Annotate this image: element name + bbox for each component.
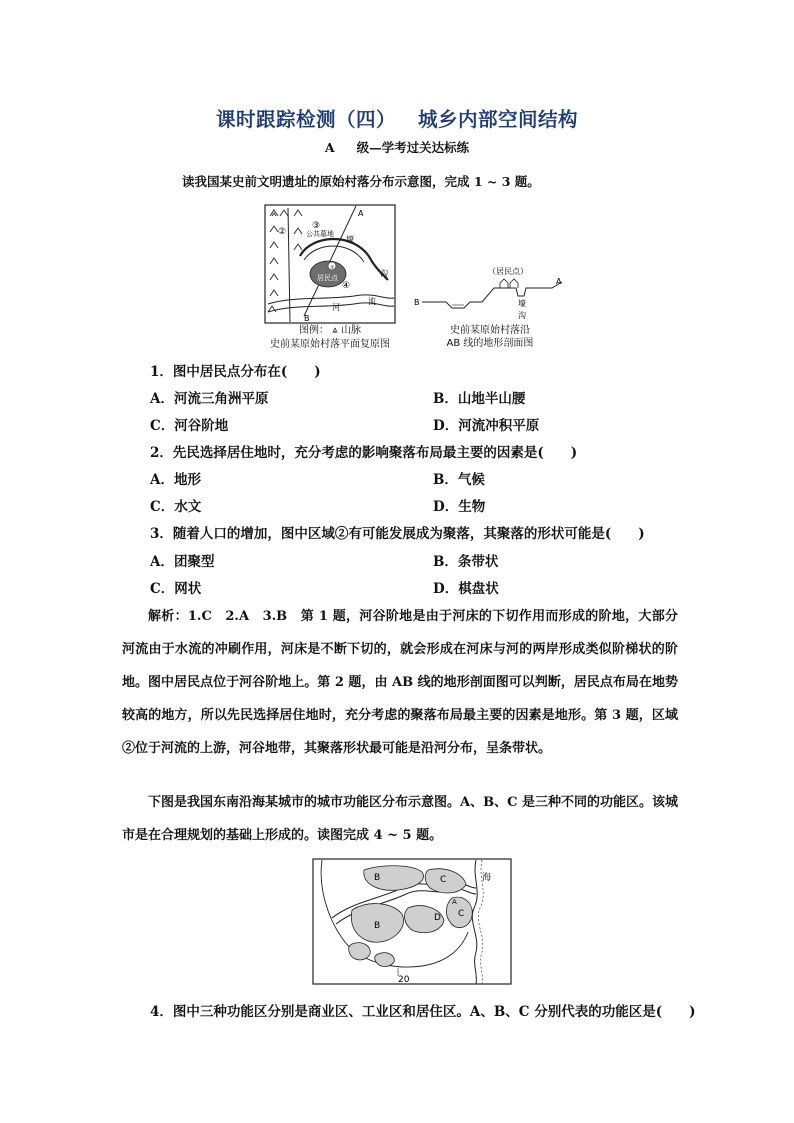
map2-caption-2: AB 线的地形剖面图 (446, 338, 534, 349)
q2-option-d: D．生物 (433, 499, 486, 515)
question-1-stem: 1．图中居民点分布在( ) (150, 364, 321, 380)
q2-option-a: A．地形 (150, 472, 201, 488)
map2-label-moat1: 壕 (518, 299, 526, 308)
city-function-map (312, 858, 514, 986)
map3-label-a1: A (452, 898, 457, 906)
map1-label-river: 河 (332, 303, 340, 312)
q3-option-c: C．网状 (150, 581, 202, 597)
map1-label-n3: ③ (312, 221, 321, 231)
q3-option-d: D．棋盘状 (433, 581, 499, 597)
map3-label-b1: B (374, 873, 381, 883)
level-text: 级—学考过关达标练 (356, 140, 470, 155)
map2-label-moat2: 沟 (518, 311, 526, 320)
analysis-paragraph: 解析：1.C 2.A 3.B 第 1 题，河谷阶地是由于河床的下切作用而形成的阶地，大部分河流由于水流的冲刷作用，河床是不断下切的，就会形成在河床与河的两岸形成类似阶梯状的阶地。图中居民点位于河谷阶地上。第 2 题，由 AB 线的地形剖面图可以判断，居民点布局在地势较高的地方，所以先民选择居住地时，充分考虑的聚落布局最主要的因素是地形。第 3 题，区域②位于河流的上游，河谷地带，其聚落形状最可能是沿河分布，呈条带状。 (122, 609, 678, 756)
q1-option-c: C．河谷阶地 (150, 418, 229, 434)
map1-label-n4: ④ (342, 281, 351, 291)
map2-caption-1: 史前某原始村落沿 (450, 325, 530, 336)
title-right: 城乡内部空间结构 (418, 108, 579, 131)
question-2-stem: 2．先民选择居住地时，充分考虑的影响聚落布局最主要的因素是( ) (150, 445, 578, 461)
q2-option-b: B．气候 (433, 472, 485, 488)
q1-option-b: B．山地半山腰 (433, 391, 526, 407)
q1-option-a: A．河流三角洲平原 (150, 391, 269, 407)
map3-label-contour: 20 (398, 975, 410, 985)
level-letter: A (324, 140, 335, 155)
map3-label-b2: B (374, 921, 381, 931)
map1-label-cemetery: 公共墓地 (306, 230, 334, 238)
map1-label-n1: ① (330, 265, 335, 271)
zone-small-2 (375, 953, 395, 967)
map1-caption: 史前某原始村落平面复原图 (270, 339, 390, 350)
map3-label-d1: D (434, 913, 441, 923)
q1-option-d: D．河流冲积平原 (433, 418, 540, 434)
map1-label-settlement: 居民点 (317, 274, 338, 282)
map2-label-b: B (414, 298, 420, 307)
map3-label-c1: C (440, 875, 447, 885)
map2-label-settlement: （居民点） (488, 267, 528, 276)
q3-option-a: A．团聚型 (150, 554, 215, 570)
mountain-legend-icon: ⩓ (332, 325, 338, 336)
level-heading (0, 138, 794, 156)
map1-label-moat2: 沟 (380, 269, 388, 278)
map1-label-b: B (304, 314, 310, 323)
map3-label-c2: C (458, 909, 465, 919)
title-left: 课时跟踪检测（四） (215, 108, 396, 131)
section2-intro: 下图是我国东南沿海某城市的城市功能区分布示意图。A、B、C 是三种不同的功能区。该城市是在合理规划的基础上形成的。读图完成 4 ~ 5 题。 (122, 795, 678, 843)
map3-label-sea: 海 (482, 873, 492, 883)
map1-label-n2: ② (278, 227, 287, 237)
question-4-stem: 4．图中三种功能区分别是商业区、工业区和居住区。A、B、C 分别代表的功能区是( ) (150, 1004, 696, 1020)
map2-label-a: A (556, 277, 562, 286)
map1-legend: 图例： ⩓ 山脉 (298, 325, 361, 336)
map1-label-moat1: 壕 (346, 235, 354, 244)
q2-option-c: C．水文 (150, 499, 202, 515)
profile-line (422, 282, 562, 308)
section1-intro: 读我国某史前文明遗址的原始村落分布示意图，完成 1 ~ 3 题。 (182, 174, 540, 189)
house-icons (500, 279, 518, 288)
map1-label-a: A (358, 209, 364, 218)
cross-section-profile (412, 264, 572, 322)
question-3-stem: 3．随着人口的增加，图中区域②有可能发展成为聚落，其聚落的形状可能是( ) (150, 526, 645, 542)
village-plan-map (264, 204, 396, 324)
q3-option-b: B．条带状 (433, 554, 499, 570)
page-title (0, 104, 794, 132)
map1-label-river2: 流 (368, 297, 376, 306)
